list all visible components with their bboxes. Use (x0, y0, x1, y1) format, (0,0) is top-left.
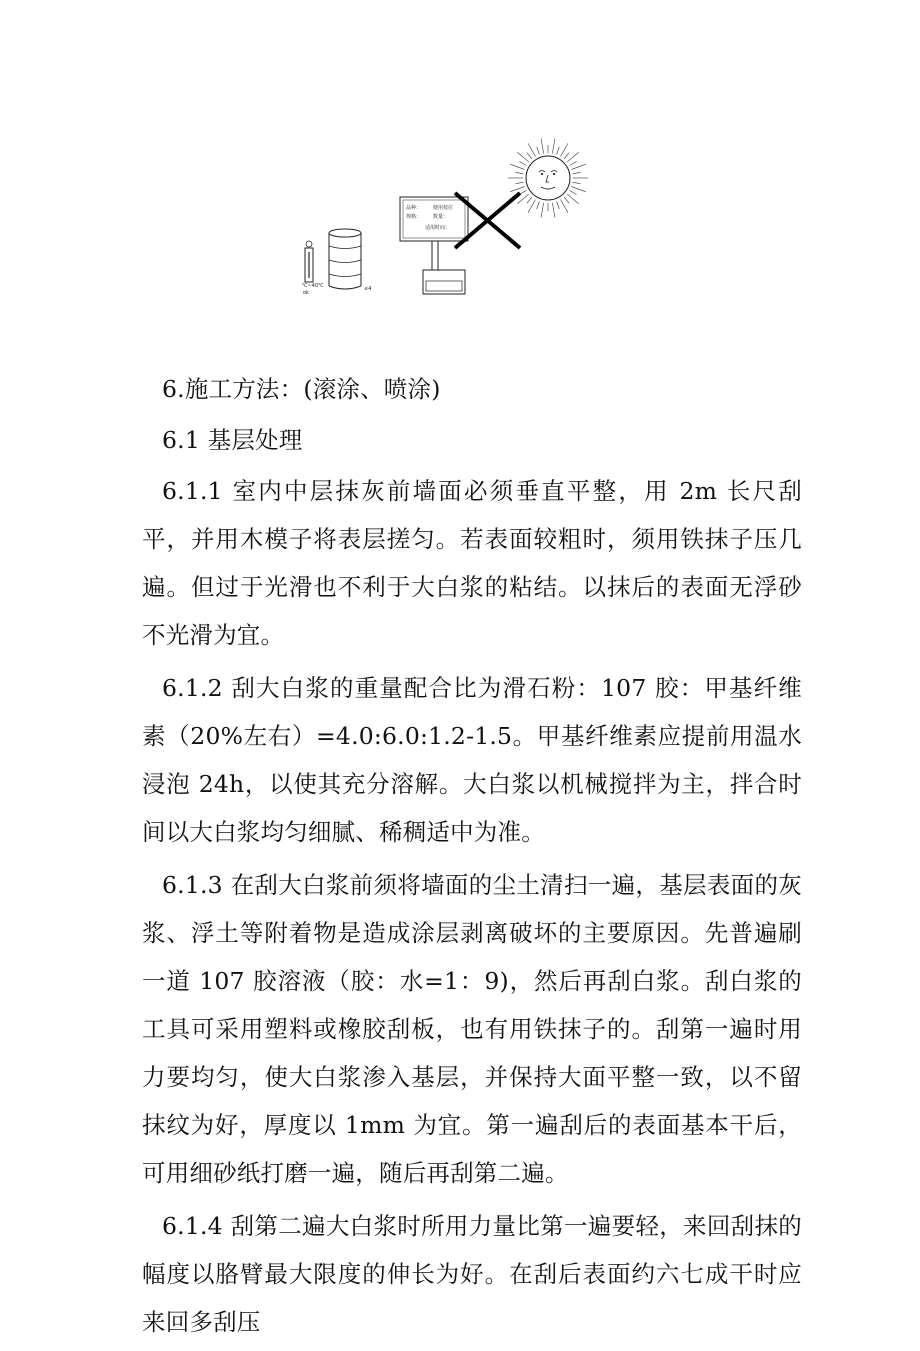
sign-line-usage: 使用按位 (433, 205, 454, 211)
sun-ray (541, 203, 544, 218)
sign-line-quantity: 数量： (433, 214, 449, 220)
sun-ray (570, 162, 577, 166)
barrel-label: ≤4 (364, 286, 372, 292)
document-body (142, 365, 802, 1351)
sun-ray (528, 200, 536, 213)
sign-line-variety: 品种： (406, 205, 422, 211)
sun-ray (564, 153, 569, 159)
sun-ray (510, 164, 524, 169)
sun-ray (552, 139, 555, 154)
sun-ray (519, 191, 526, 195)
sun-ray (573, 182, 581, 183)
paragraph-6-1-1: 6.1.1 室内中层抹灰前墙面必须垂直平整，用 2m 长尺刮平，并用木模子将表层搓匀。若表面较粗时，须用铁抹子压几遍。但过于光滑也不利于大白浆的粘结。以抹后的表面无浮砂不光滑为宜。 (142, 477, 802, 649)
sun-ray (516, 172, 524, 173)
thermometer-icon (305, 241, 313, 282)
sun-ray (510, 187, 524, 192)
paragraph-6-1-2: 6.1.2 刮大白浆的重量配合比为滑石粉：107 胶：甲基纤维素（20%左右）=4.0:6.0:1.2-1.5。甲基纤维素应提前用温水浸泡 24h，以使其充分溶解。大白浆以机械搅拌为主，拌合时间以大白浆均匀细腻、稀稠适中为准。 (142, 674, 802, 846)
sun-ray (567, 152, 578, 162)
sign-line-spec: 规格： (406, 214, 422, 220)
sun-ray (541, 139, 544, 154)
paragraph-6-1-3: 6.1.3 在刮大白浆前须将墙面的尘土清扫一遍，基层表面的灰浆、浮土等附着物是造成涂层剥离破坏的主要原因。先普遍刷一道 107 胶溶液（胶：水=1：9)，然后再刮白浆。刮白浆的工具可采用塑料或橡胶刮板，也有用铁抹子的。刮第一遍时用力要均匀，使大白浆渗入基层，并保持大面平整一致，以不留抹纹为好，厚度以 1mm 为宜。第一遍刮后的表面基本干后，可用细砂纸打磨一遍，随后再刮第二遍。 (142, 871, 802, 1187)
sun-ray (561, 200, 569, 213)
sun-ray (564, 197, 569, 203)
sun-ray (567, 194, 578, 204)
sun-ray (552, 203, 555, 218)
sun-ray (557, 147, 560, 155)
sun-ray (527, 153, 532, 159)
sun-ray (557, 201, 560, 209)
subsection-heading: 6.1 基层处理 (162, 426, 303, 454)
sun-ray (527, 197, 532, 203)
sun-ray (517, 152, 528, 162)
paragraph-6-1-4: 6.1.4 刮第二遍大白浆时所用力量比第一遍要轻，来回刮抹的幅度以胳臂最大限度的伸长为好。在刮后表面约六七成干时应来回多刮压 (142, 1212, 802, 1336)
sun-ray (516, 182, 524, 183)
sun-ray (528, 143, 536, 156)
sun-icon (508, 139, 588, 218)
thermometer-label: ℃~40℃ (302, 283, 324, 289)
section-heading: 6.施工方法：(滚涂、喷涂) (162, 375, 441, 403)
sun-ray (537, 201, 540, 209)
thermometer-sub-label: ok (303, 290, 309, 296)
sun-ray (573, 172, 581, 173)
sun-ray (561, 143, 569, 156)
sun-ray (537, 147, 540, 155)
sun-ray (571, 164, 585, 169)
sun-ray (570, 191, 577, 195)
sign-line-time: 适用时间： (425, 225, 451, 231)
barrel-icon (329, 229, 361, 289)
sun-ray (519, 162, 526, 166)
storage-illustration (295, 130, 595, 310)
sun-ray (571, 187, 585, 192)
